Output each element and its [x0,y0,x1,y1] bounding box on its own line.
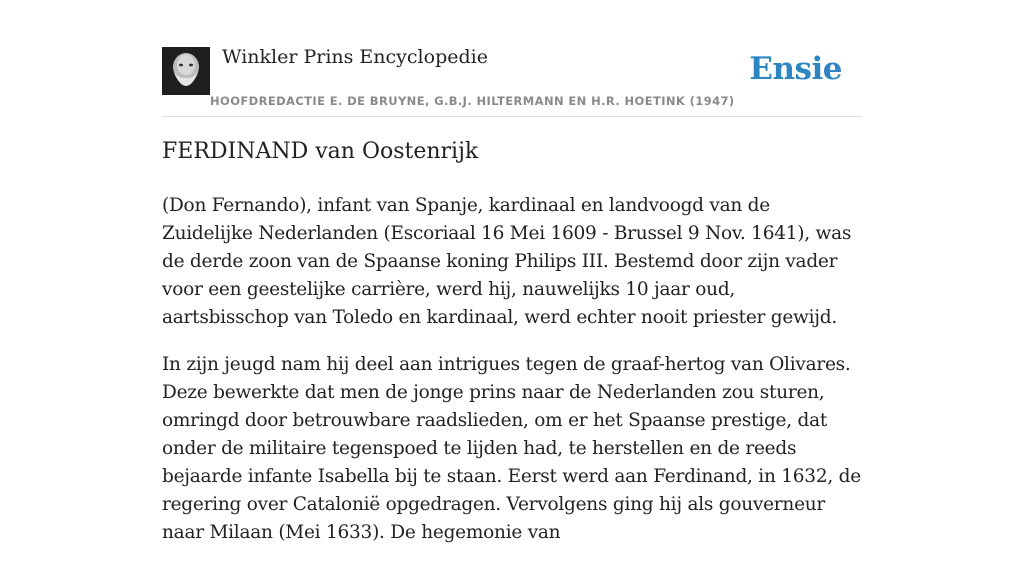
ensie-logo[interactable]: Ensie [749,51,842,87]
source-header [162,46,862,117]
bearded-man-portrait-icon[interactable] [162,47,210,95]
article-paragraph-1: (Don Fernando), infant van Spanje, kardinaal en landvoogd van de Zuidelijke Nederlanden (Escoriaal 16 Mei 1609 - Brussel 9 Nov. 1641), was de derde zoon van de Spaanse koning Philips III. Bestemd door zijn vader voor een geestelijke carrière, werd hij, nauwelijks 10 jaar oud, aartsbisschop van Toledo en kardinaal, werd echter nooit priester gewijd. [162,195,852,328]
source-title[interactable]: Winkler Prins Encyclopedie [222,46,488,68]
article-title: FERDINAND van Oostenrijk [162,139,479,164]
article-paragraph-2: In zijn jeugd nam hij deel aan intrigues tegen de graaf-hertog van Olivares. Deze bewerkte dat men de jonge prins naar de Nederlanden zou sturen, omringd door betrouwbare raadslieden, om er het Spaanse prestige, dat onder de militaire tegenspoed te lijden had, te herstellen en de reeds bejaarde infante Isabella bij te staan. Eerst werd aan Ferdinand, in 1632, de regering over Catalonië opgedragen. Vervolgens ging hij als gouverneur naar Milaan (Mei 1633). De hegemonie van [162,354,861,543]
article-body [162,192,862,566]
source-subtitle: HOOFDREDACTIE E. DE BRUYNE, G.B.J. HILTERMANN EN H.R. HOETINK (1947) [210,94,735,108]
